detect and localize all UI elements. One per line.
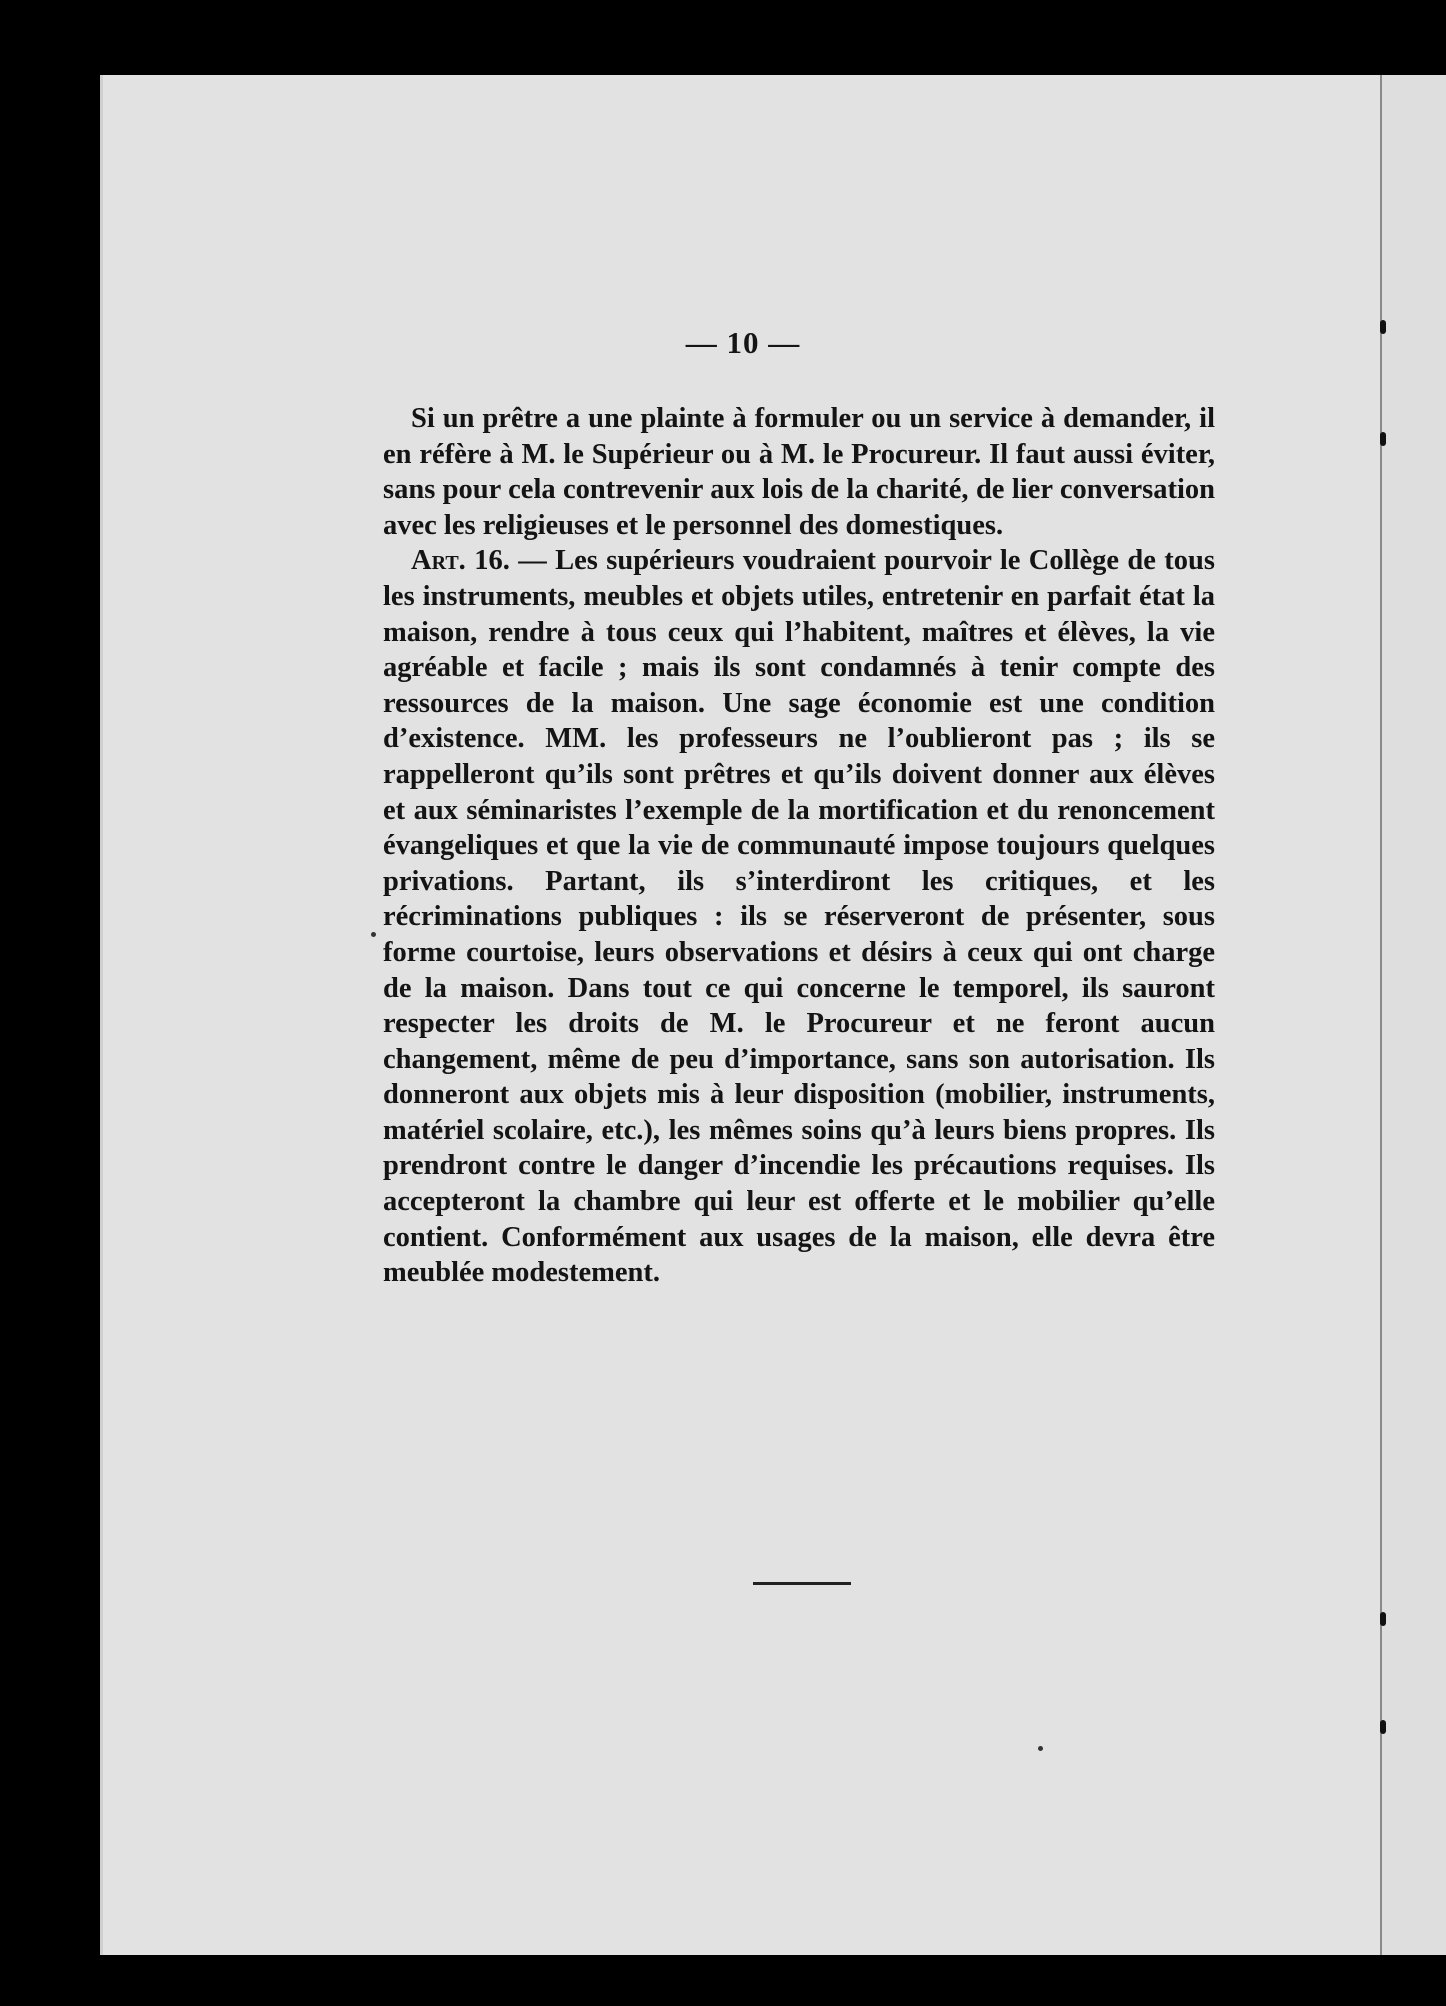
article-label: Art. bbox=[411, 545, 466, 577]
document-page bbox=[100, 75, 1380, 1955]
adjacent-page-edge bbox=[1380, 75, 1446, 1955]
paragraph-2-text: 16. — Les supérieurs voudraient pourvoir le Collège de tous les instruments, meubles et objets utiles, entretenir en parfait état la maison, rendre à tous ceux qui l’habitent, maîtres et élèves, la vie agréable et facile ; mais ils sont condamnés à tenir compte des ressources de la maison. Une sage économie est une condition d’existence. MM. les professeurs ne l’oublieront pas ; ils se rappelleront qu’ils sont prêtres et qu’ils doivent donner aux élèves et aux séminaristes l’exemple de la mortification et du renoncement évangeliques et que la vie de communauté impose toujours quelques privations. Partant, ils s’interdiront les critiques, et les récriminations publiques : ils se réserveront de présenter, sous forme courtoise, leurs observations et désirs à ceux qui ont charge de la maison. Dans tout ce qui concerne le temporel, ils sauront respecter les droits de M. le Procureur et ne feront aucun changement, même de peu d’importance, sans son autorisation. Ils donneront aux objets mis à leur disposition (mobilier, instruments, matériel scolaire, etc.), les mêmes soins qu’à leurs biens propres. Ils prendront contre le danger d’incendie les précautions requises. Ils accepteront la chambre qui leur est offerte et le mobilier qu’elle contient. Conformément aux usages de la maison, elle devra être meublée modestement. bbox=[383, 545, 1215, 1289]
scan-border bbox=[100, 1955, 1380, 2006]
paragraph-2 bbox=[383, 543, 1215, 1290]
scan-mark bbox=[1380, 320, 1386, 334]
scan-speck bbox=[371, 932, 376, 937]
scan-mark bbox=[1380, 1720, 1386, 1734]
body-text bbox=[383, 401, 1215, 1291]
scan-speck bbox=[1038, 1746, 1043, 1751]
scan-mark bbox=[1380, 1612, 1386, 1626]
page-number: — 10 — bbox=[685, 325, 801, 360]
scan-mark bbox=[1380, 432, 1386, 446]
paragraph-1-text: Si un prêtre a une plainte à formuler ou un service à demander, il en réfère à M. le Supérieur ou à M. le Procureur. Il faut aussi éviter, sans pour cela contrevenir aux lois de la charité, de lier conversation avec les religieuses et le personnel des domestiques. bbox=[383, 403, 1215, 541]
end-rule bbox=[753, 1582, 851, 1585]
paragraph-1 bbox=[383, 401, 1215, 543]
